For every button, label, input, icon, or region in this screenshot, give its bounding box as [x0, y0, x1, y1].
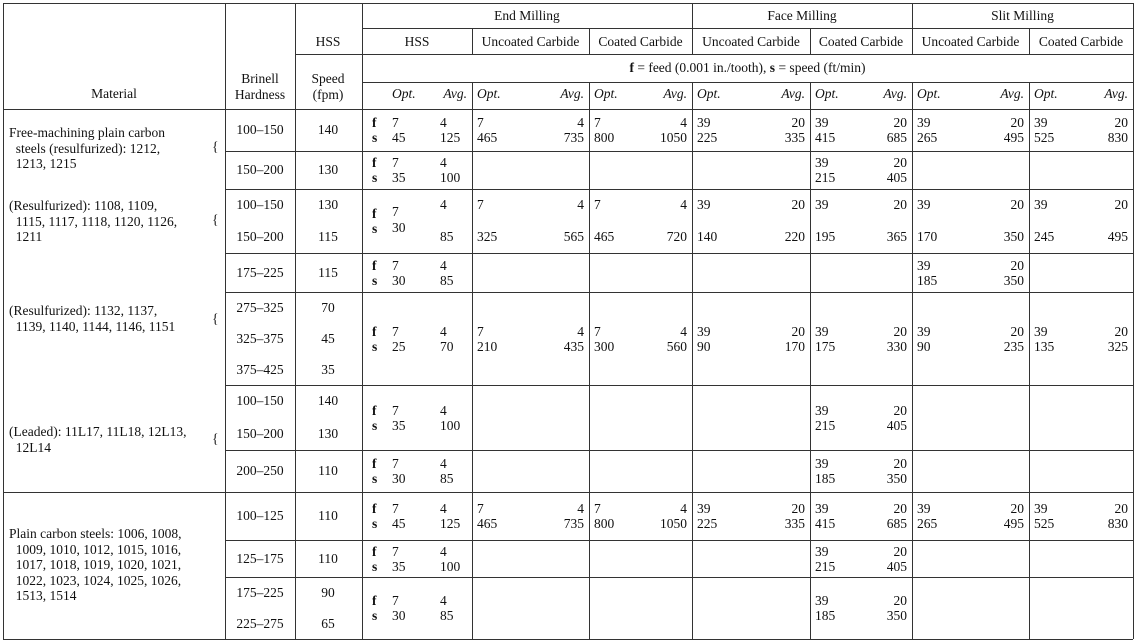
feed-avg: 20: [1010, 323, 1024, 339]
speed-avg: 365: [886, 229, 907, 244]
header-material: Material: [91, 86, 137, 101]
speed-value: 115: [318, 229, 338, 244]
speed-marker: s: [372, 558, 378, 574]
header-sub-3: Uncoated Carbide: [702, 34, 800, 49]
hardness-value: 200–250: [236, 463, 284, 478]
speed-avg: 495: [1107, 229, 1128, 244]
feed-avg: 4: [440, 402, 447, 418]
speed-marker: s: [372, 130, 378, 145]
speed-opt: 215: [815, 558, 836, 574]
speed-opt: 415: [815, 516, 836, 531]
legend-part: = speed (ft/min): [775, 60, 866, 75]
speed-avg: 1050: [660, 130, 687, 145]
table-right-rule: [1133, 3, 1134, 639]
speed-opt: 35: [392, 558, 406, 574]
feed-marker: f: [372, 323, 377, 339]
speed-opt: 465: [477, 130, 498, 145]
col-rule-hss: [362, 3, 363, 639]
speed-avg: 350: [1003, 272, 1024, 288]
hardness-value: 275–325: [236, 299, 284, 315]
header-bottom-rule: [3, 109, 1133, 110]
feed-avg: 4: [680, 197, 687, 212]
brace-symbol: {: [212, 311, 219, 326]
feed-opt: 7: [392, 501, 399, 516]
speed-avg: 830: [1107, 130, 1128, 145]
col-rule-block: [589, 82, 590, 639]
feed-marker: f: [372, 456, 377, 471]
feed-avg: 4: [440, 593, 447, 608]
hardness-value: 100–150: [236, 393, 284, 409]
feed-marker: f: [372, 155, 377, 170]
speed-opt: 135: [1034, 338, 1055, 354]
feed-opt: 39: [917, 115, 931, 130]
feed-opt: 7: [392, 456, 399, 471]
speed-marker: s: [372, 417, 378, 433]
feed-opt: 7: [477, 501, 484, 516]
speed-avg: 100: [440, 558, 461, 574]
feed-avg: 20: [1010, 501, 1024, 516]
col-rule-face: [692, 3, 693, 54]
feed-avg: 20: [1114, 501, 1128, 516]
feed-avg: 20: [1010, 257, 1024, 273]
feed-opt: 7: [392, 323, 399, 339]
speed-avg: 560: [666, 338, 687, 354]
feed-opt: 7: [594, 501, 601, 516]
speed-opt: 525: [1034, 130, 1055, 145]
speed-value: 45: [321, 330, 335, 346]
speed-avg: 330: [886, 338, 907, 354]
feed-avg: 4: [577, 501, 584, 516]
feed-avg: 4: [440, 257, 447, 273]
feed-avg: 20: [791, 115, 805, 130]
feed-marker: f: [372, 115, 377, 130]
header-sub-2: Coated Carbide: [598, 34, 683, 49]
table-left-rule: [3, 3, 4, 639]
feed-avg: 4: [440, 115, 447, 130]
feed-marker: f: [372, 501, 377, 516]
avg-label: Avg.: [1000, 86, 1024, 101]
avg-label: Avg.: [560, 86, 584, 101]
speed-marker: s: [372, 221, 378, 236]
col-rule-hardness: [225, 3, 226, 639]
speed-avg: 170: [784, 338, 805, 354]
feed-avg: 20: [1114, 115, 1128, 130]
feed-avg: 4: [440, 456, 447, 471]
speed-avg: 85: [440, 608, 454, 623]
feed-avg: 20: [893, 115, 907, 130]
speed-opt: 225: [697, 516, 718, 531]
group-divider-rule: [3, 492, 1133, 493]
feed-opt: 39: [1034, 501, 1048, 516]
feed-avg: 20: [893, 197, 907, 212]
speed-avg: 125: [440, 130, 461, 145]
speed-marker: s: [372, 170, 378, 185]
feed-avg: 20: [1114, 323, 1128, 339]
feed-marker: f: [372, 206, 377, 221]
speed-opt: 90: [917, 338, 931, 354]
hardness-value: 150–200: [236, 229, 284, 244]
speed-avg: 735: [563, 130, 584, 145]
feed-avg: 20: [893, 155, 907, 170]
feed-avg: 20: [791, 501, 805, 516]
header-sub-6: Coated Carbide: [1038, 34, 1124, 49]
feed-avg: 4: [680, 501, 687, 516]
feed-avg: 4: [440, 501, 447, 516]
speed-opt: 90: [697, 338, 711, 354]
hardness-value: 100–150: [236, 197, 284, 212]
speed-opt: 30: [392, 608, 406, 623]
feed-opt: 39: [697, 197, 711, 212]
speed-opt: 185: [917, 272, 938, 288]
avg-label: Avg.: [883, 86, 907, 101]
feed-opt: 7: [392, 115, 399, 130]
opt-label: Opt.: [1034, 86, 1058, 101]
feed-avg: 4: [680, 323, 687, 339]
speed-marker: s: [372, 272, 378, 288]
feed-avg: 20: [791, 197, 805, 212]
col-rule-sub: [810, 28, 811, 54]
legend-part: s: [769, 60, 776, 75]
speed-opt: 465: [594, 229, 615, 244]
speed-value: 115: [318, 264, 338, 280]
feed-opt: 39: [1034, 197, 1048, 212]
feed-avg: 4: [577, 323, 584, 339]
avg-label: Avg.: [443, 86, 467, 101]
hardness-value: 175–225: [236, 584, 284, 600]
feed-avg: 20: [1010, 115, 1024, 130]
feed-opt: 7: [594, 197, 601, 212]
speed-opt: 195: [815, 229, 836, 244]
feed-opt: 39: [1034, 323, 1048, 339]
header-sub-4: Coated Carbide: [818, 34, 904, 49]
feed-avg: 4: [577, 115, 584, 130]
col-rule-slit: [912, 3, 913, 54]
speed-avg: 720: [666, 229, 687, 244]
feed-opt: 39: [815, 155, 829, 170]
col-rule-block: [1029, 82, 1030, 639]
header-sub-1: Uncoated Carbide: [481, 34, 580, 49]
opt-label: Opt.: [697, 86, 721, 101]
feed-avg: 20: [1114, 197, 1128, 212]
speed-opt: 800: [594, 516, 615, 531]
feed-opt: 39: [815, 501, 829, 516]
feed-opt: 39: [697, 323, 711, 339]
feed-opt: 39: [815, 323, 829, 339]
speed-value: 110: [318, 508, 338, 523]
feed-opt: 7: [392, 593, 399, 608]
header-hss: HSS: [315, 34, 341, 49]
speed-avg: 350: [886, 471, 907, 486]
hardness-value: 325–375: [236, 330, 284, 346]
feed-avg: 4: [577, 197, 584, 212]
speed-opt: 35: [392, 170, 406, 185]
speed-avg: 70: [440, 338, 454, 354]
speed-avg: 405: [886, 170, 907, 185]
speed-opt: 35: [392, 417, 406, 433]
speed-avg: 350: [1003, 229, 1024, 244]
header-speed: Speed (fpm): [311, 71, 345, 102]
feed-opt: 7: [477, 115, 484, 130]
brace-symbol: {: [212, 212, 219, 227]
opt-label: Opt.: [477, 86, 501, 101]
speed-opt: 45: [392, 516, 406, 531]
speed-avg: 735: [563, 516, 584, 531]
header-end-milling: End Milling: [494, 8, 560, 23]
speed-opt: 45: [392, 130, 406, 145]
speed-opt: 215: [815, 417, 836, 433]
speed-opt: 525: [1034, 516, 1055, 531]
hardness-value: 100–150: [236, 122, 284, 137]
speed-avg: 685: [886, 516, 907, 531]
speed-avg: 565: [563, 229, 584, 244]
speed-marker: s: [372, 516, 378, 531]
hardness-value: 375–425: [236, 361, 284, 377]
feed-avg: 4: [440, 543, 447, 559]
feed-opt: 39: [917, 257, 931, 273]
feed-opt: 7: [477, 197, 484, 212]
subheader-rule: [295, 54, 1133, 55]
speed-avg: 100: [440, 170, 461, 185]
speed-avg: 685: [886, 130, 907, 145]
material-label: (Leaded): 11L17, 11L18, 12L13, 12L14: [9, 424, 187, 455]
feed-speed-legend: [629, 61, 865, 75]
speed-opt: 325: [477, 229, 498, 244]
feed-opt: 39: [815, 115, 829, 130]
speed-marker: s: [372, 608, 378, 623]
speed-value: 140: [317, 393, 339, 409]
feed-opt: 39: [815, 543, 829, 559]
feed-opt: 39: [917, 197, 931, 212]
avg-label: Avg.: [663, 86, 687, 101]
speed-value: 35: [321, 361, 335, 377]
feed-opt: 7: [392, 257, 399, 273]
feed-opt: 7: [392, 204, 399, 219]
speed-opt: 30: [392, 272, 406, 288]
speed-opt: 185: [815, 608, 836, 623]
feed-opt: 39: [917, 501, 931, 516]
feed-marker: f: [372, 257, 377, 273]
col-rule-speed: [295, 3, 296, 639]
col-rule-block: [692, 82, 693, 639]
speed-marker: s: [372, 471, 378, 486]
speed-marker: s: [372, 338, 378, 354]
opt-label: Opt.: [917, 86, 941, 101]
legend-rule: [362, 82, 1133, 83]
speed-value: 130: [317, 425, 339, 441]
feed-avg: 20: [1010, 197, 1024, 212]
feed-marker: f: [372, 402, 377, 418]
speed-avg: 350: [886, 608, 907, 623]
col-rule-sub: [1029, 28, 1030, 54]
header-slit-milling: Slit Milling: [991, 8, 1054, 23]
material-label: Free-machining plain carbon steels (resulfurized): 1212, 1213, 1215: [9, 125, 165, 171]
speed-opt: 300: [594, 338, 615, 354]
feed-opt: 39: [697, 501, 711, 516]
material-label: (Resulfurized): 1108, 1109, 1115, 1117, 1118, 1120, 1126, 1211: [9, 198, 178, 244]
feed-avg: 20: [791, 323, 805, 339]
feed-opt: 7: [392, 402, 399, 418]
speed-opt: 265: [917, 516, 938, 531]
speed-avg: 325: [1107, 338, 1128, 354]
speed-opt: 800: [594, 130, 615, 145]
header-sub-5: Uncoated Carbide: [921, 34, 1020, 49]
speed-opt: 465: [477, 516, 498, 531]
speed-avg: 335: [784, 516, 805, 531]
feed-opt: 39: [815, 197, 829, 212]
speed-value: 65: [321, 615, 335, 631]
speed-avg: 85: [440, 272, 454, 288]
col-rule-block: [472, 82, 473, 639]
speed-avg: 1050: [660, 516, 687, 531]
speed-avg: 405: [886, 558, 907, 574]
speed-opt: 225: [697, 130, 718, 145]
feed-avg: 20: [893, 402, 907, 418]
hardness-value: 225–275: [236, 615, 284, 631]
opt-label: Opt.: [594, 86, 618, 101]
hardness-value: 175–225: [236, 264, 284, 280]
feed-avg: 20: [893, 543, 907, 559]
brace-symbol: {: [212, 431, 219, 446]
speed-opt: 265: [917, 130, 938, 145]
opt-label: Opt.: [392, 86, 416, 101]
col-rule-block: [810, 82, 811, 639]
speed-opt: 175: [815, 338, 836, 354]
feed-opt: 7: [477, 323, 484, 339]
hardness-value: 150–200: [236, 162, 284, 177]
table-top-rule: [3, 3, 1133, 4]
speed-avg: 405: [886, 417, 907, 433]
feed-marker: f: [372, 543, 377, 559]
hardness-value: 150–200: [236, 425, 284, 441]
opt-label: Opt.: [815, 86, 839, 101]
feed-avg: 4: [440, 197, 447, 212]
speed-value: 140: [317, 122, 339, 137]
speed-value: 90: [321, 584, 335, 600]
feed-avg: 20: [893, 593, 907, 608]
speed-opt: 140: [697, 229, 718, 244]
speed-opt: 215: [815, 170, 836, 185]
hardness-value: 125–175: [236, 550, 284, 566]
feed-opt: 7: [392, 155, 399, 170]
speed-value: 70: [321, 299, 335, 315]
speed-avg: 335: [784, 130, 805, 145]
feed-avg: 20: [893, 456, 907, 471]
feed-avg: 4: [440, 155, 447, 170]
brace-symbol: {: [212, 139, 219, 154]
speed-avg: 125: [440, 516, 461, 531]
speed-avg: 495: [1003, 130, 1024, 145]
table-bottom-rule: [3, 639, 1133, 640]
speed-avg: 85: [440, 229, 454, 244]
header-sub-0: HSS: [404, 34, 430, 49]
group-header-rule: [362, 28, 1133, 29]
speed-value: 110: [318, 463, 338, 478]
feed-avg: 4: [440, 323, 447, 339]
header-face-milling: Face Milling: [767, 8, 837, 23]
feed-opt: 39: [815, 456, 829, 471]
speed-opt: 30: [392, 471, 406, 486]
material-label: (Resulfurized): 1132, 1137, 1139, 1140, 1144, 1146, 1151: [9, 303, 176, 334]
feed-opt: 39: [697, 115, 711, 130]
speed-avg: 830: [1107, 516, 1128, 531]
feed-avg: 20: [893, 501, 907, 516]
col-rule-sub: [472, 28, 473, 54]
feed-opt: 39: [815, 593, 829, 608]
avg-label: Avg.: [1104, 86, 1128, 101]
feed-opt: 7: [392, 543, 399, 559]
speed-value: 130: [317, 162, 339, 177]
speed-opt: 170: [917, 229, 938, 244]
speed-avg: 85: [440, 471, 454, 486]
col-rule-block: [912, 82, 913, 639]
legend-part: = feed (0.001 in./tooth),: [633, 60, 770, 75]
feed-marker: f: [372, 593, 377, 608]
hardness-value: 100–125: [236, 508, 284, 523]
col-rule-sub: [589, 28, 590, 54]
feed-opt: 39: [917, 323, 931, 339]
feed-opt: 39: [1034, 115, 1048, 130]
speed-avg: 435: [563, 338, 584, 354]
material-label: Plain carbon steels: 1006, 1008, 1009, 1010, 1012, 1015, 1016, 1017, 1018, 1019, 1020, 1021, 1022, 1023, 1024, 1025, 1026, 1513, 1514: [9, 526, 182, 603]
speed-avg: 235: [1003, 338, 1024, 354]
speed-opt: 185: [815, 471, 836, 486]
feed-avg: 4: [680, 115, 687, 130]
speed-value: 110: [318, 550, 338, 566]
feed-opt: 7: [594, 323, 601, 339]
feed-avg: 20: [893, 323, 907, 339]
speed-opt: 210: [477, 338, 498, 354]
speed-opt: 30: [392, 220, 406, 235]
speed-avg: 220: [784, 229, 805, 244]
feed-opt: 7: [594, 115, 601, 130]
speed-opt: 25: [392, 338, 406, 354]
speed-opt: 415: [815, 130, 836, 145]
speed-avg: 100: [440, 417, 461, 433]
speed-avg: 495: [1003, 516, 1024, 531]
header-brinell-hardness: Brinell Hardness: [234, 71, 286, 102]
avg-label: Avg.: [781, 86, 805, 101]
legend-part: f: [629, 60, 634, 75]
feed-opt: 39: [815, 402, 829, 418]
speed-opt: 245: [1034, 229, 1055, 244]
speed-value: 130: [317, 197, 339, 212]
